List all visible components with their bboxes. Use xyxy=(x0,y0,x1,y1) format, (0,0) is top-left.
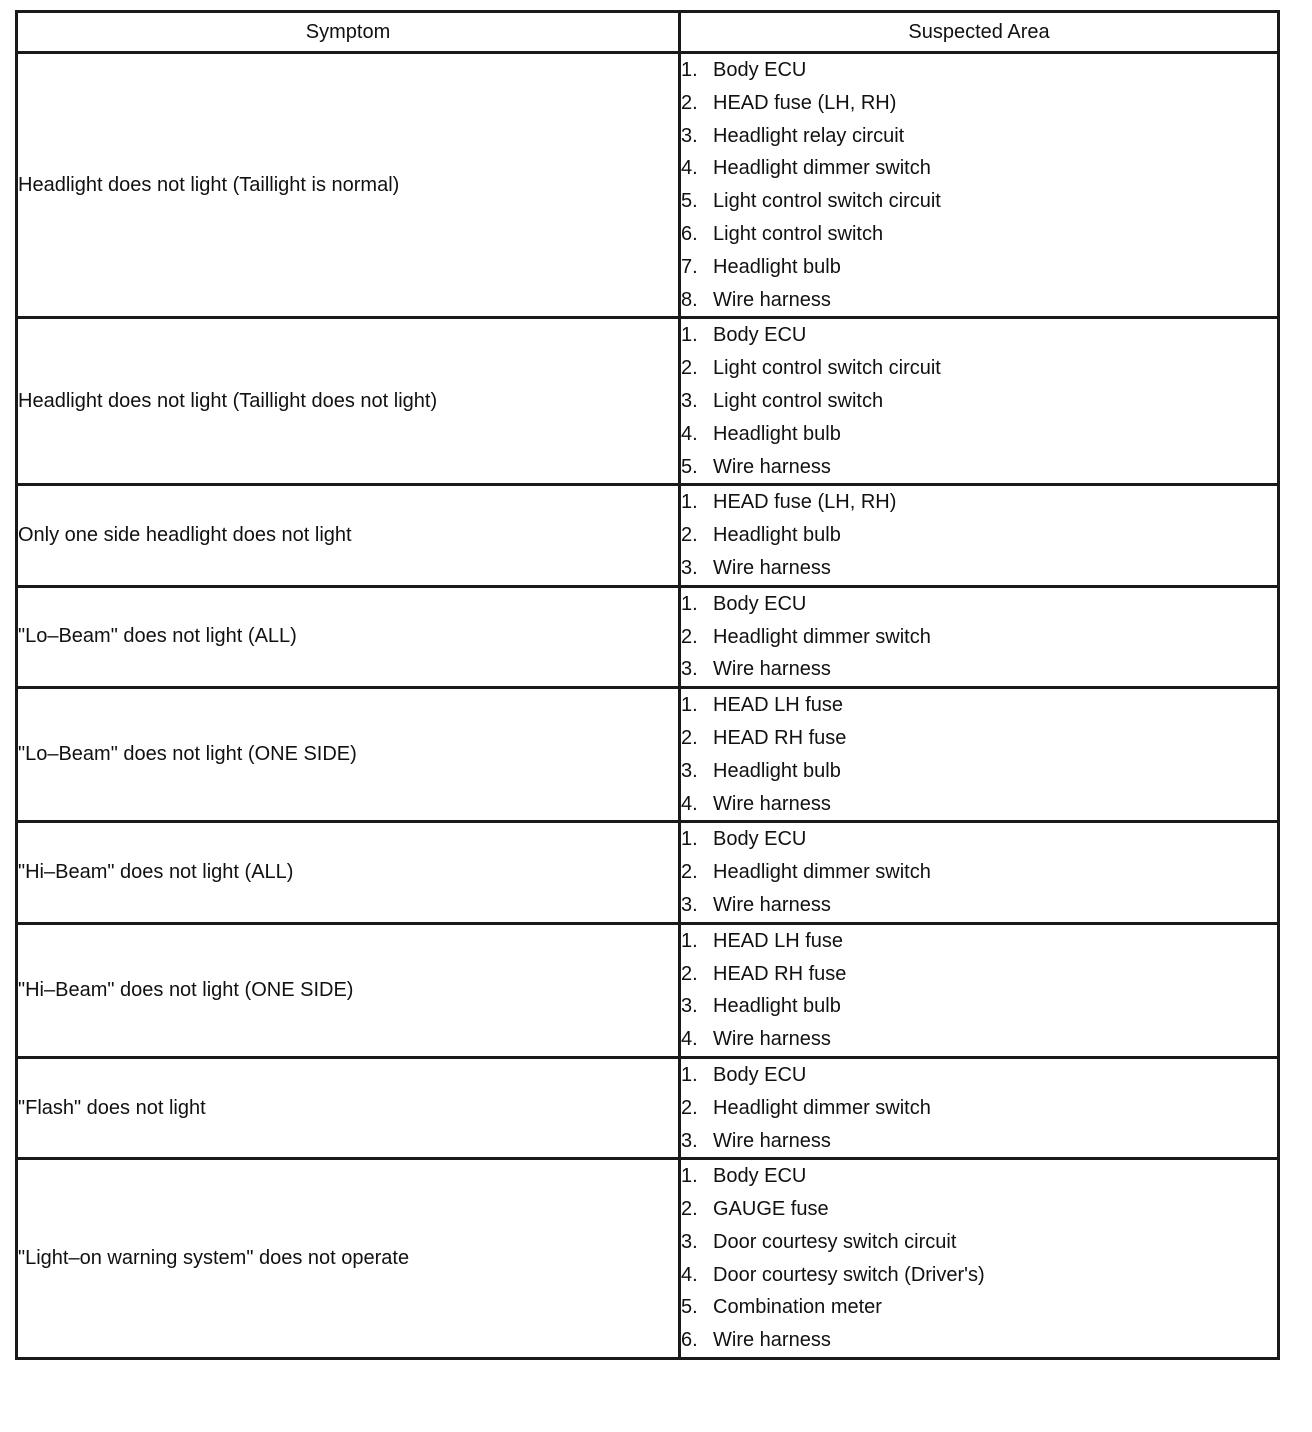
suspected-area-list xyxy=(681,823,1277,921)
list-item xyxy=(681,889,1277,922)
list-item xyxy=(681,552,1277,585)
item-number: 2. xyxy=(681,726,698,749)
suspected-area-cell xyxy=(680,586,1279,687)
item-text: Door courtesy switch circuit xyxy=(713,1230,957,1253)
item-number: 3. xyxy=(681,759,698,782)
item-text: Body ECU xyxy=(713,592,807,615)
suspected-area-cell xyxy=(680,1057,1279,1158)
item-number: 1. xyxy=(681,828,698,851)
item-text: Headlight dimmer switch xyxy=(713,625,931,648)
list-item xyxy=(681,1193,1277,1226)
suspected-area-cell xyxy=(680,923,1279,1057)
table-row xyxy=(17,586,1279,687)
item-number: 2. xyxy=(681,625,698,648)
item-number: 1. xyxy=(681,694,698,717)
suspected-area-list xyxy=(681,925,1277,1056)
suspected-area-list xyxy=(681,689,1277,820)
table-body xyxy=(17,53,1279,1359)
table-row xyxy=(17,485,1279,586)
item-text: Body ECU xyxy=(713,1063,807,1086)
list-item xyxy=(681,1291,1277,1324)
item-text: Headlight dimmer switch xyxy=(713,861,931,884)
item-text: Body ECU xyxy=(713,59,807,81)
item-text: Body ECU xyxy=(713,324,807,347)
symptom-cell: "Hi–Beam" does not light (ONE SIDE) xyxy=(17,923,680,1057)
item-text: Headlight dimmer switch xyxy=(713,1096,931,1119)
list-item xyxy=(681,722,1277,755)
item-number: 1. xyxy=(681,324,698,347)
list-item xyxy=(681,251,1277,284)
symptom-cell: "Light–on warning system" does not operate xyxy=(17,1159,680,1359)
list-item xyxy=(681,1125,1277,1158)
item-text: Light control switch xyxy=(713,389,884,412)
list-item xyxy=(681,653,1277,686)
list-item xyxy=(681,689,1277,722)
item-number: 2. xyxy=(681,1096,698,1119)
item-text: Wire harness xyxy=(713,1129,831,1152)
list-item xyxy=(681,925,1277,958)
list-item xyxy=(681,958,1277,991)
item-text: Headlight bulb xyxy=(713,255,841,278)
item-text: Light control switch circuit xyxy=(713,357,941,380)
header-row xyxy=(17,12,1279,53)
item-number: 2. xyxy=(681,1198,698,1221)
item-text: HEAD LH fuse xyxy=(713,929,844,952)
list-item xyxy=(681,120,1277,153)
item-number: 6. xyxy=(681,222,698,245)
list-item xyxy=(681,788,1277,821)
symptom-cell: Headlight does not light (Taillight does not light) xyxy=(17,318,680,485)
list-item xyxy=(681,1324,1277,1357)
suspected-area-list xyxy=(681,486,1277,584)
item-number: 4. xyxy=(681,157,698,180)
suspected-area-cell xyxy=(680,318,1279,485)
list-item xyxy=(681,54,1277,87)
item-text: HEAD LH fuse xyxy=(713,694,844,717)
list-item xyxy=(681,990,1277,1023)
suspected-area-cell xyxy=(680,53,1279,318)
list-item xyxy=(681,755,1277,788)
list-item xyxy=(681,451,1277,484)
list-item xyxy=(681,621,1277,654)
list-item xyxy=(681,352,1277,385)
table-row xyxy=(17,318,1279,485)
list-item xyxy=(681,1092,1277,1125)
suspected-area-column-header: Suspected Area xyxy=(680,12,1279,53)
list-item xyxy=(681,519,1277,552)
item-text: Wire harness xyxy=(713,1028,831,1051)
item-number: 6. xyxy=(681,1329,698,1352)
symptom-column-header: Symptom xyxy=(17,12,680,53)
item-number: 2. xyxy=(681,861,698,884)
item-number: 3. xyxy=(681,389,698,412)
list-item xyxy=(681,1259,1277,1292)
item-text: Wire harness xyxy=(713,288,831,311)
list-item xyxy=(681,185,1277,218)
item-text: HEAD RH fuse xyxy=(713,726,847,749)
list-item xyxy=(681,87,1277,120)
item-number: 4. xyxy=(681,1028,698,1051)
item-text: Headlight bulb xyxy=(713,422,841,445)
suspected-area-list xyxy=(681,588,1277,686)
item-text: Combination meter xyxy=(713,1296,882,1319)
table-row xyxy=(17,1057,1279,1158)
list-item xyxy=(681,856,1277,889)
list-item xyxy=(681,588,1277,621)
item-number: 1. xyxy=(681,59,698,81)
item-text: Headlight bulb xyxy=(713,995,841,1018)
item-text: Wire harness xyxy=(713,455,831,478)
list-item xyxy=(681,1023,1277,1056)
troubleshooting-page xyxy=(15,10,1277,1360)
item-text: Light control switch circuit xyxy=(713,190,941,213)
item-text: Wire harness xyxy=(713,556,831,579)
table-row xyxy=(17,688,1279,822)
symptom-cell: Headlight does not light (Taillight is normal) xyxy=(17,53,680,318)
symptom-cell: "Hi–Beam" does not light (ALL) xyxy=(17,822,680,923)
suspected-area-cell xyxy=(680,485,1279,586)
item-text: Door courtesy switch (Driver's) xyxy=(713,1263,985,1286)
item-text: Wire harness xyxy=(713,658,831,681)
item-text: HEAD RH fuse xyxy=(713,962,847,985)
list-item xyxy=(681,284,1277,317)
item-text: GAUGE fuse xyxy=(713,1198,829,1221)
item-text: Headlight bulb xyxy=(713,759,841,782)
item-number: 4. xyxy=(681,792,698,815)
list-item xyxy=(681,152,1277,185)
suspected-area-list xyxy=(681,54,1277,316)
list-item xyxy=(681,486,1277,519)
item-number: 2. xyxy=(681,524,698,547)
item-number: 1. xyxy=(681,1063,698,1086)
item-text: Body ECU xyxy=(713,828,807,851)
suspected-area-list xyxy=(681,1160,1277,1357)
item-number: 8. xyxy=(681,288,698,311)
item-number: 7. xyxy=(681,255,698,278)
symptom-cell: Only one side headlight does not light xyxy=(17,485,680,586)
table-row xyxy=(17,53,1279,318)
item-number: 4. xyxy=(681,1263,698,1286)
item-text: Wire harness xyxy=(713,893,831,916)
suspected-area-list xyxy=(681,319,1277,483)
item-number: 1. xyxy=(681,1165,698,1188)
item-number: 2. xyxy=(681,91,698,114)
item-number: 4. xyxy=(681,422,698,445)
suspected-area-cell xyxy=(680,1159,1279,1359)
item-number: 2. xyxy=(681,357,698,380)
item-number: 3. xyxy=(681,893,698,916)
list-item xyxy=(681,218,1277,251)
suspected-area-cell xyxy=(680,688,1279,822)
item-text: Headlight bulb xyxy=(713,524,841,547)
list-item xyxy=(681,418,1277,451)
list-item xyxy=(681,823,1277,856)
list-item xyxy=(681,1160,1277,1193)
table-row xyxy=(17,822,1279,923)
item-text: HEAD fuse (LH, RH) xyxy=(713,491,897,514)
item-text: Wire harness xyxy=(713,1329,831,1352)
item-text: Headlight relay circuit xyxy=(713,124,905,147)
item-number: 1. xyxy=(681,592,698,615)
item-number: 5. xyxy=(681,455,698,478)
item-number: 5. xyxy=(681,1296,698,1319)
item-text: Wire harness xyxy=(713,792,831,815)
table-row xyxy=(17,1159,1279,1359)
item-text: Body ECU xyxy=(713,1165,807,1188)
table-row xyxy=(17,923,1279,1057)
item-number: 3. xyxy=(681,1129,698,1152)
list-item xyxy=(681,385,1277,418)
list-item xyxy=(681,1226,1277,1259)
suspected-area-list xyxy=(681,1059,1277,1157)
item-number: 3. xyxy=(681,556,698,579)
list-item xyxy=(681,1059,1277,1092)
item-number: 3. xyxy=(681,1230,698,1253)
item-text: Light control switch xyxy=(713,222,884,245)
item-number: 1. xyxy=(681,491,698,514)
list-item xyxy=(681,319,1277,352)
item-number: 3. xyxy=(681,124,698,147)
item-number: 3. xyxy=(681,658,698,681)
problem-symptoms-table xyxy=(15,10,1280,1360)
item-number: 5. xyxy=(681,190,698,213)
item-number: 3. xyxy=(681,995,698,1018)
item-text: HEAD fuse (LH, RH) xyxy=(713,91,897,114)
item-number: 2. xyxy=(681,962,698,985)
suspected-area-cell xyxy=(680,822,1279,923)
symptom-cell: "Lo–Beam" does not light (ONE SIDE) xyxy=(17,688,680,822)
symptom-cell: "Flash" does not light xyxy=(17,1057,680,1158)
item-number: 1. xyxy=(681,929,698,952)
item-text: Headlight dimmer switch xyxy=(713,157,931,180)
symptom-cell: "Lo–Beam" does not light (ALL) xyxy=(17,586,680,687)
